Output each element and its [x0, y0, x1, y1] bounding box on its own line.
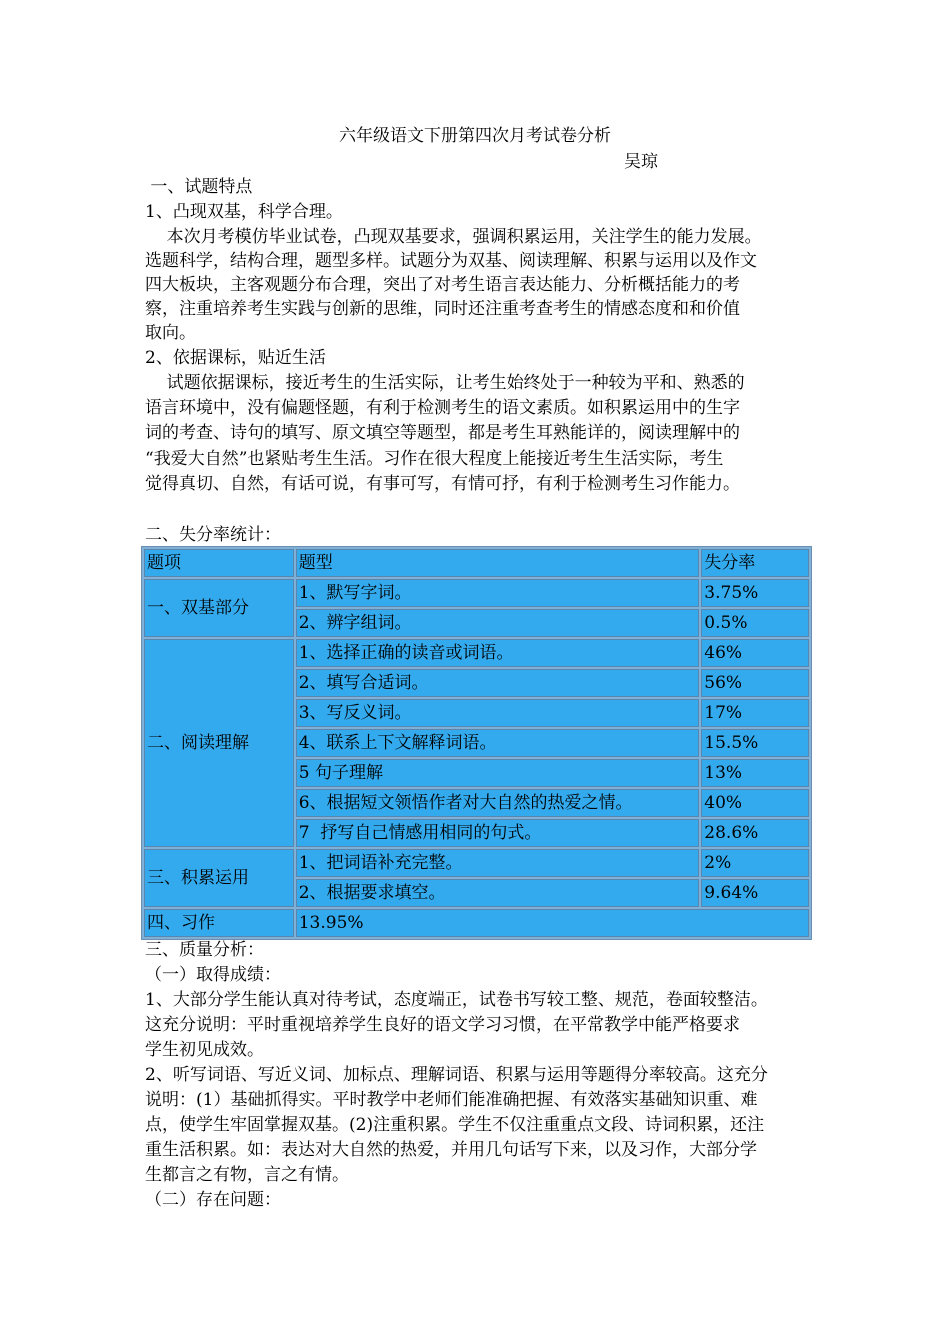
section1-para1-line: 选题科学，结构合理，题型多样。试题分为双基、阅读理解、积累与运用以及作文	[145, 251, 757, 271]
section1-sub1-heading: 1、凸现双基，科学合理。	[145, 202, 343, 222]
section1-para2-line: 词的考查、诗句的填写、原文填空等题型，都是考生耳熟能详的，阅读理解中的	[145, 423, 740, 443]
section1-para1-line: 察，注重培养考生实践与创新的思维，同时还注重考查考生的情感态度和和价值	[145, 299, 740, 319]
rate-cell: 0.5%	[701, 609, 809, 637]
table-row	[144, 639, 809, 667]
section1-para2-line: 语言环境中，没有偏题怪题，有利于检测考生的语文素质。如积累运用中的生字	[145, 398, 740, 418]
table-header-cell: 题型	[296, 549, 700, 577]
rate-cell: 15.5%	[701, 729, 809, 757]
section3-sub2-heading: （二）存在问题：	[145, 1190, 281, 1210]
section3-para2-line: 说明：(1）基础抓得实。平时教学中老师们能准确把握、有效落实基础知识重、难	[145, 1090, 758, 1110]
section1-heading: 一、试题特点	[145, 177, 253, 197]
item-cell: 6、根据短文领悟作者对大自然的热爱之情。	[296, 789, 700, 817]
rate-cell: 3.75%	[701, 579, 809, 607]
section1-para2-line: 试题依据课标，接近考生的生活实际，让考生始终处于一种较为平和、熟悉的	[145, 373, 745, 393]
group-name-cell: 一、双基部分	[144, 579, 294, 637]
section1-para1-line: 本次月考模仿毕业试卷，凸现双基要求，强调积累运用，关注学生的能力发展。	[145, 227, 762, 247]
rate-cell: 13.95%	[296, 909, 809, 937]
section3-para2-line: 生都言之有物，言之有情。	[145, 1165, 349, 1185]
group-name-cell: 二、阅读理解	[144, 639, 294, 847]
item-cell: 4、联系上下文解释词语。	[296, 729, 700, 757]
section3-para1-line: 1、大部分学生能认真对待考试，态度端正，试卷书写较工整、规范，卷面较整洁。	[145, 990, 768, 1010]
table-row	[144, 909, 809, 937]
item-cell: 5 句子理解	[296, 759, 700, 787]
section3-heading: 三、质量分析：	[145, 940, 264, 960]
item-cell: 2、辨字组词。	[296, 609, 700, 637]
author-name: 吴琼	[624, 152, 658, 172]
rate-cell: 2%	[701, 849, 809, 877]
section1-sub2-heading: 2、依据课标，贴近生活	[145, 348, 326, 368]
item-cell: 1、把词语补充完整。	[296, 849, 700, 877]
item-cell: 3、写反义词。	[296, 699, 700, 727]
group-name-cell: 四、习作	[144, 909, 294, 937]
table-row	[144, 849, 809, 877]
item-cell: 2、填写合适词。	[296, 669, 700, 697]
loss-rate-table	[141, 546, 812, 940]
section1-para1-line: 四大板块，主客观题分布合理，突出了对考生语言表达能力、分析概括能力的考	[145, 275, 740, 295]
section1-para2-line: 觉得真切、自然，有话可说，有事可写，有情可抒，有利于检测考生习作能力。	[145, 474, 740, 494]
section3-para2-line: 重生活积累。如：表达对大自然的热爱，并用几句话写下来，以及习作，大部分学	[145, 1140, 757, 1160]
group-name-cell: 三、积累运用	[144, 849, 294, 907]
section3-para1-line: 这充分说明：平时重视培养学生良好的语文学习习惯，在平常教学中能严格要求	[145, 1015, 740, 1035]
item-cell: 1、选择正确的读音或词语。	[296, 639, 700, 667]
rate-cell: 17%	[701, 699, 809, 727]
rate-cell: 40%	[701, 789, 809, 817]
section1-para2-line: “我爱大自然”也紧贴考生生活。习作在很大程度上能接近考生生活实际，考生	[145, 449, 724, 469]
rate-cell: 56%	[701, 669, 809, 697]
item-cell: 7 抒写自己情感用相同的句式。	[296, 819, 700, 847]
section3-sub1-heading: （一）取得成绩：	[145, 965, 281, 985]
item-cell: 1、默写字词。	[296, 579, 700, 607]
item-cell: 2、根据要求填空。	[296, 879, 700, 907]
table-header-cell: 题项	[144, 549, 294, 577]
document-title: 六年级语文下册第四次月考试卷分析	[339, 126, 611, 146]
section1-para1-line: 取向。	[145, 323, 196, 343]
rate-cell: 46%	[701, 639, 809, 667]
section3-para2-line: 点，使学生牢固掌握双基。(2)注重积累。学生不仅注重重点文段、诗词积累，还注	[145, 1115, 765, 1135]
rate-cell: 13%	[701, 759, 809, 787]
section3-para1-line: 学生初见成效。	[145, 1040, 264, 1060]
rate-cell: 28.6%	[701, 819, 809, 847]
section3-para2-line: 2、听写词语、写近义词、加标点、理解词语、积累与运用等题得分率较高。这充分	[145, 1065, 768, 1085]
table-header-cell: 失分率	[701, 549, 809, 577]
section2-heading: 二、失分率统计：	[145, 525, 281, 545]
table-row	[144, 579, 809, 607]
table-header-row	[144, 549, 809, 577]
rate-cell: 9.64%	[701, 879, 809, 907]
